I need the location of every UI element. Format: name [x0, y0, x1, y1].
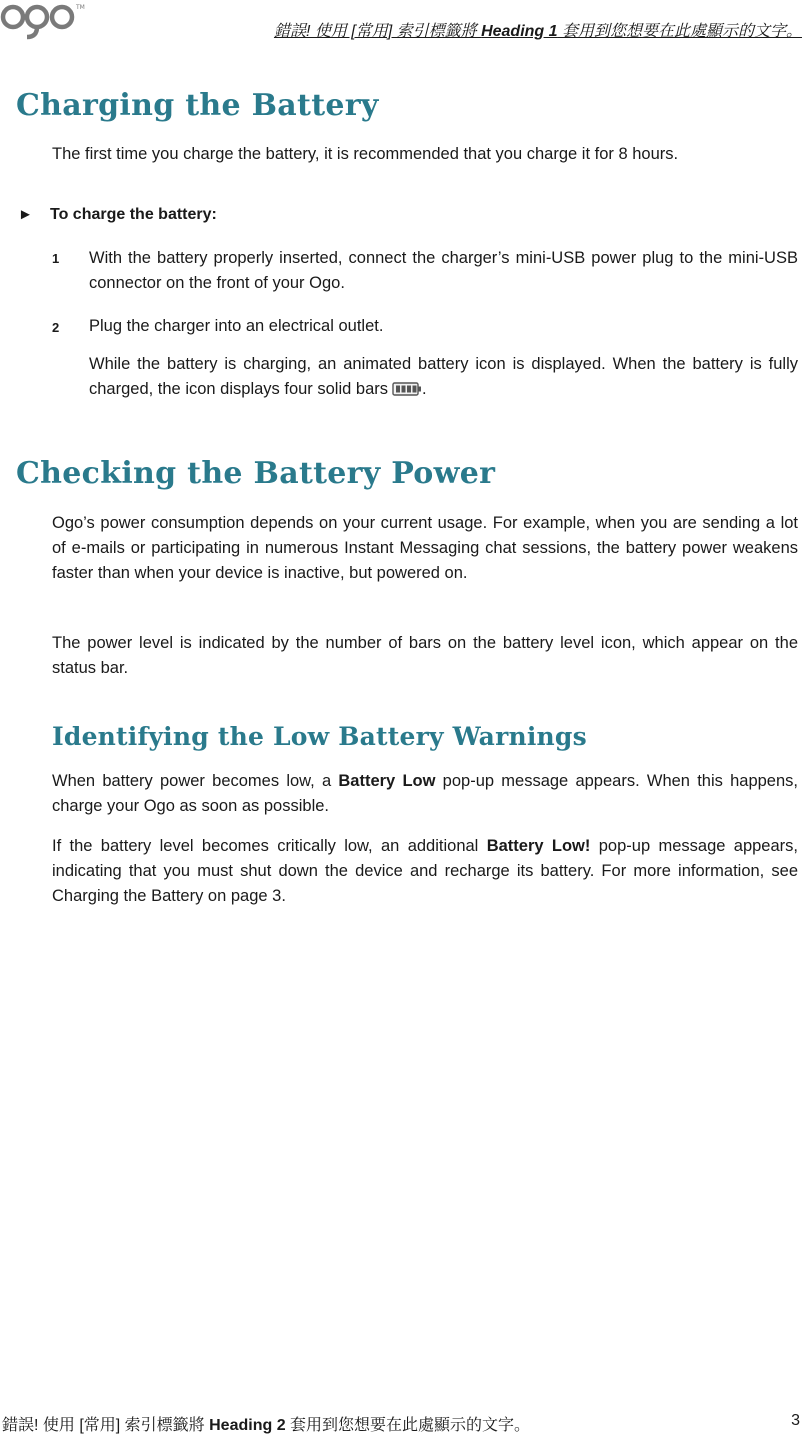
step-number: 1: [52, 251, 60, 266]
step-text: With the battery properly inserted, connect the charger’s mini-USB power plug to the mini-USB connector on the front of your Ogo.: [89, 249, 798, 292]
step-number: 2: [52, 320, 60, 335]
running-header: 錯誤! 使用 [常用] 索引標籤將 Heading 1 套用到您想要在此處顯示的文字。: [273, 23, 802, 40]
charging-intro-paragraph: The first time you charge the battery, it is recommended that you charge it for 8 hours.: [52, 145, 679, 163]
battery-full-icon: [392, 382, 422, 396]
svg-text:TM: TM: [76, 4, 85, 11]
ogo-logo: [0, 0, 90, 40]
battery-low-paragraph: When battery power becomes low, a Battery Low pop-up message appears. When this happens, charge your Ogo as soon as possible.: [52, 772, 798, 815]
heading-checking-the-battery-power: Checking the Battery Power: [16, 456, 496, 491]
arrow-right-icon: ►: [18, 206, 33, 223]
battery-critically-low-paragraph: If the battery level becomes critically low, an additional Battery Low! pop-up message appears, indicating that you must shut down the device and recharge its battery. For more information, see Charging the Battery on page 3.: [52, 837, 798, 905]
power-consumption-paragraph: Ogo’s power consumption depends on your current usage. For example, when you are sending a lot of e-mails or participating in numerous Instant Messaging chat sessions, the battery power weakens faster than when your device is inactive, but powered on.: [52, 514, 798, 582]
procedure-heading: ► To charge the battery:: [18, 206, 217, 223]
running-footer: 錯誤! 使用 [常用] 索引標籤將 Heading 2 套用到您想要在此處顯示的文字。: [2, 1417, 531, 1434]
step-text: Plug the charger into an electrical outlet.: [89, 317, 384, 335]
battery-note-paragraph: While the battery is charging, an animated battery icon is displayed. When the battery is fully charged, the icon displays four solid bars .: [89, 355, 798, 398]
page-number: 3: [791, 1412, 800, 1429]
heading-low-battery-warnings: Identifying the Low Battery Warnings: [52, 722, 587, 751]
power-level-paragraph: The power level is indicated by the number of bars on the battery level icon, which appear on the status bar.: [52, 634, 798, 677]
heading-charging-the-battery: Charging the Battery: [16, 88, 379, 123]
